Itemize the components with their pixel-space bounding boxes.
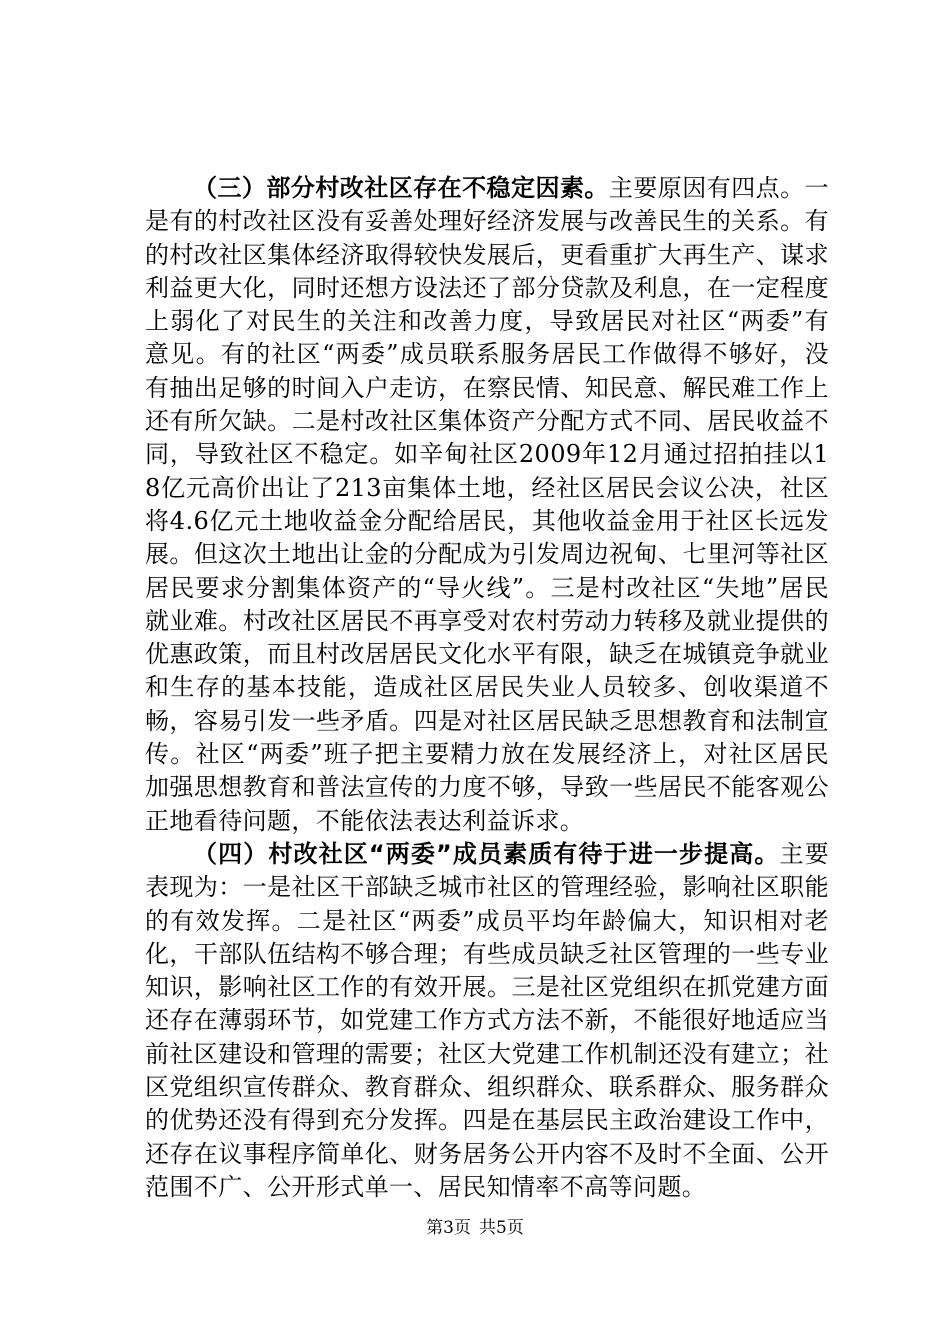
paragraph-3 [145, 172, 829, 838]
page-total: 共5页 [479, 1218, 524, 1238]
paragraph-4 [145, 838, 829, 1204]
section-heading-4: （四）村改社区“两委”成员素质有待于进一步提高。 [193, 839, 780, 868]
section-heading-3: （三）部分村改社区存在不稳定因素。 [193, 174, 609, 202]
page-number: 第3页 [426, 1218, 471, 1238]
document-body [145, 172, 829, 1204]
paragraph-4-text: 主要表现为：一是社区干部缺乏城市社区的管理经验，影响社区职能的有效发挥。二是社区“两委”成员平均年龄偏大，知识相对老化，干部队伍结构不够合理；有些成员缺乏社区管理的一些专业知识，影响社区工作的有效开展。三是社区党组织在抓党建方面还存在薄弱环节，如党建工作方式方法不新，不能很好地适应当前社区建设和管理的需要；社区大党建工作机制还没有建立；社区党组织宣传群众、教育群众、组织群众、联系群众、服务群众的优势还没有得到充分发挥。四是在基层民主政治建设工作中，还存在议事程序简单化、财务居务公开内容不及时不全面、公开范围不广、公开形式单一、居民知情率不高等问题。 [145, 839, 829, 1201]
paragraph-3-text: 主要原因有四点。一是有的村改社区没有妥善处理好经济发展与改善民生的关系。有的村改社区集体经济取得较快发展后，更看重扩大再生产、谋求利益更大化，同时还想方设法还了部分贷款及利息，在一定程度上弱化了对民生的关注和改善力度，导致居民对社区“两委”有意见。有的社区“两委”成员联系服务居民工作做得不够好，没有抽出足够的时间入户走访，在察民情、知民意、解民难工作上还有所欠缺。二是村改社区集体资产分配方式不同、居民收益不同，导致社区不稳定。如辛甸社区2009年12月通过招拍挂以18亿元高价出让了213亩集体土地，经社区居民会议公决，社区将4.6亿元土地收益金分配给居民，其他收益金用于社区长远发展。但这次土地出让金的分配成为引发周边祝甸、七里河等社区居民要求分割集体资产的“导火线”。三是村改社区“失地”居民就业难。村改社区居民不再享受对农村劳动力转移及就业提供的优惠政策，而且村改居居民文化水平有限，缺乏在城镇竞争就业和生存的基本技能，造成社区居民失业人员较多、创收渠道不畅，容易引发一些矛盾。四是对社区居民缺乏思想教育和法制宣传。社区“两委”班子把主要精力放在发展经济上，对社区居民加强思想教育和普法宣传的力度不够，导致一些居民不能客观公正地看待问题，不能依法表达利益诉求。 [145, 174, 829, 835]
page-footer [0, 1217, 950, 1239]
